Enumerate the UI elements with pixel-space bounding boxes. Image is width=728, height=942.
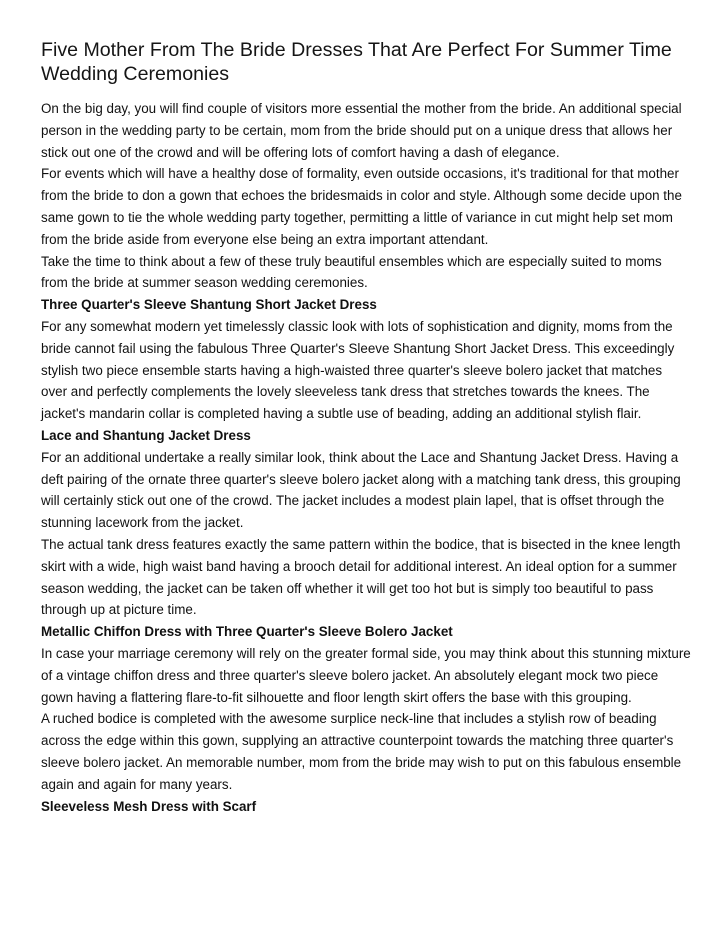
paragraph-metallic-chiffon-1: In case your marriage ceremony will rely on the greater formal side, you may think about this stunning mixture of a vintage chiffon dress and three quarter's sleeve bolero jacket. An absolutely elegant mock two piece gown having a flattering flare-to-fit silhouette and floor length skirt offers the base with this grouping. xyxy=(41,645,691,705)
paragraph-metallic-chiffon-2: A ruched bodice is completed with the awesome surplice neck-line that includes a stylish row of beading across the edge within this gown, supplying an attractive counterpoint towards the matching three quarter's sleeve bolero jacket. An memorable number, mom from the bride may wish to put on this fabulous ensemble again and again for many years. xyxy=(41,711,682,792)
document-body xyxy=(41,98,691,817)
document-page xyxy=(41,38,691,817)
section-heading-metallic-chiffon: Metallic Chiffon Dress with Three Quarter's Sleeve Bolero Jacket xyxy=(41,624,453,640)
section-heading-lace-shantung: Lace and Shantung Jacket Dress xyxy=(41,427,251,443)
paragraph-ensembles: Take the time to think about a few of these truly beautiful ensembles which are especially suited to moms from the bride at summer season wedding ceremonies. xyxy=(41,253,662,291)
paragraph-lace-shantung-2: The actual tank dress features exactly the same pattern within the bodice, that is bisected in the knee length skirt with a wide, high waist band having a brooch detail for additional interest. An ideal option for a summer season wedding, the jacket can be taken off whether it will get too hot but is simply too beautiful to pass through up at picture time. xyxy=(41,536,681,618)
paragraph-lace-shantung-1: For an additional undertake a really similar look, think about the Lace and Shantung Jacket Dress. Having a deft pairing of the ornate three quarter's sleeve bolero jacket along with a matching tank dress, this grouping will certainly stick out one of the crowd. The jacket includes a modest plain lapel, that is offset through the stunning lacework from the jacket. xyxy=(41,449,681,531)
paragraph-shantung-short-jacket: For any somewhat modern yet timelessly classic look with lots of sophistication and dignity, moms from the bride cannot fail using the fabulous Three Quarter's Sleeve Shantung Short Jacket Dress. This exceedingly stylish two piece ensemble starts having a high-waisted three quarter's sleeve bolero jacket that matches over and perfectly complements the lovely sleeveless tank dress that stretches towards the knees. The jacket's mandarin collar is completed having a subtle use of beading, adding an additional stylish flair. xyxy=(41,318,675,422)
paragraph-intro: On the big day, you will find couple of visitors more essential the mother from the bride. An additional special person in the wedding party to be certain, mom from the bride should put on a unique dress that allows her stick out one of the crowd and will be offering lots of comfort having a dash of elegance. xyxy=(41,101,682,160)
section-heading-sleeveless-mesh: Sleeveless Mesh Dress with Scarf xyxy=(41,798,257,814)
paragraph-formality: For events which will have a healthy dose of formality, even outside occasions, it's traditional for that mother from the bride to don a gown that echoes the bridesmaids in color and style. Although some decide upon the same gown to tie the whole wedding party together, permitting a little of variance in cut might help set mom from the bride aside from everyone else being an extra important attendant. xyxy=(41,166,682,247)
document-title: Five Mother From The Bride Dresses That Are Perfect For Summer Time Wedding Ceremonies xyxy=(41,39,672,85)
section-heading-shantung-short-jacket: Three Quarter's Sleeve Shantung Short Jacket Dress xyxy=(41,297,377,313)
